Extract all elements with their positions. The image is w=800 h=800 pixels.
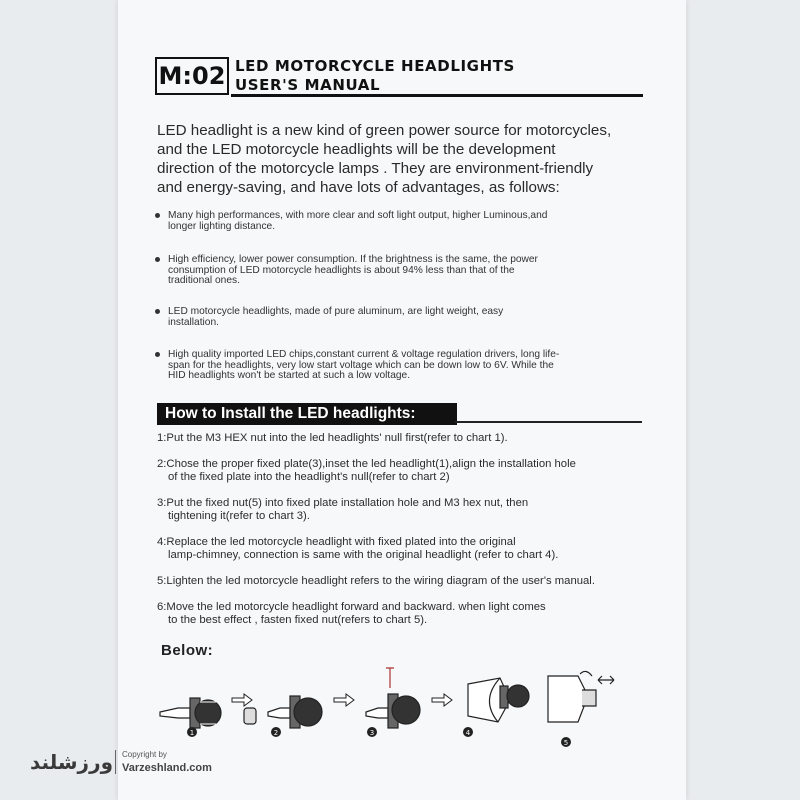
step-line: 2:Chose the proper fixed plate(3),inset the led headlight(1),align the installation hole [157,458,576,470]
step-number: 2 [273,729,279,737]
chart-2-fixed-plate-icon [244,696,322,728]
advantage-line: LED motorcycle headlights, made of pure aluminum, are light weight, easy [168,306,504,317]
model-badge: M:02 [155,57,229,95]
step-line: to the best effect , fasten fixed nut(refers to chart 5). [168,614,428,626]
advantage-line: traditional ones. [168,275,240,286]
section-rule [455,421,642,423]
bullet-icon [155,257,160,262]
chart-5-adjust-headlight-icon [548,671,614,722]
step-number: 1 [189,729,195,737]
arrow-icon [432,694,452,706]
advantage-line: installation. [168,316,219,328]
advantage-item [155,307,645,328]
chart-3-fixed-nut-icon [366,668,420,728]
install-section-title: How to Install the LED headlights: [157,403,457,425]
step-line: 3:Put the fixed nut(5) into fixed plate installation hole and M3 hex nut, then [157,497,529,509]
advantage-line: longer lighting distance. [168,220,276,232]
bullet-icon [155,213,160,218]
bullet-icon [155,352,160,357]
step-line: 6:Move the led motorcycle headlight forward and backward. when light comes [157,601,546,613]
intro-line: and energy-saving, and have lots of advantages, as follows: [157,179,560,196]
install-step [157,458,576,484]
chart-1-headlight-icon [160,698,221,728]
step-line: lamp-chimney, connection is same with the original headlight (refer to chart 4). [168,549,559,561]
step-line: of the fixed plate into the headlight's null(refer to chart 2) [168,471,450,483]
arrow-icon [232,694,252,706]
intro-line: LED headlight is a new kind of green power source for motorcycles, [157,122,612,139]
advantage-line: HID headlights won't be started at such a low voltage. [168,370,411,381]
watermark-copyright: Copyright by [122,750,167,759]
install-step [157,432,508,445]
watermark [30,748,240,778]
advantage-item [155,255,645,287]
advantage-item [155,211,645,232]
step-line: tightening it(refer to chart 3). [168,510,310,522]
step-number: 5 [563,739,569,747]
install-step [157,497,528,523]
step-number: 4 [465,729,471,737]
manual-subtitle: USER'S MANUAL [235,76,381,94]
watermark-site: Varzeshland.com [122,762,212,774]
arrow-icon [334,694,354,706]
intro-paragraph [157,121,637,197]
advantage-line: Many high performances, with more clear and soft light output, higher Luminous,and [168,210,548,221]
step-line: 5:Lighten the led motorcycle headlight refers to the wiring diagram of the user's manual. [157,575,595,587]
bullet-icon [155,309,160,314]
below-label: Below: [161,642,214,659]
chart-4-lamp-chimney-icon [468,678,529,722]
intro-line: and the LED motorcycle headlights will be the development [157,141,556,158]
installation-diagram [150,660,630,760]
manual-header [155,55,643,99]
advantage-line: span for the headlights, very low start voltage which can be down low to 6V. While the [168,359,554,371]
advantage-line: High quality imported LED chips,constant current & voltage regulation drivers, long life- [168,349,560,360]
install-step [157,601,546,627]
install-step [157,536,558,562]
manual-title: LED MOTORCYCLE HEADLIGHTS [235,57,515,75]
step-line: 4:Replace the led motorcycle headlight with fixed plated into the original [157,536,516,548]
step-line: 1:Put the M3 HEX nut into the led headlights' null first(refer to chart 1). [157,432,508,444]
step-number: 3 [369,729,375,737]
advantage-line: High efficiency, lower power consumption. If the brightness is the same, the power [168,254,538,265]
header-rule [231,94,643,97]
watermark-logo: ورزشلند [30,750,114,774]
install-step [157,575,595,588]
intro-line: direction of the motorcycle lamps . They are environment-friendly [157,160,594,177]
advantage-item [155,350,645,382]
watermark-divider [115,750,116,774]
advantage-line: consumption of LED motorcycle headlights is about 94% less than that of the [168,264,515,276]
